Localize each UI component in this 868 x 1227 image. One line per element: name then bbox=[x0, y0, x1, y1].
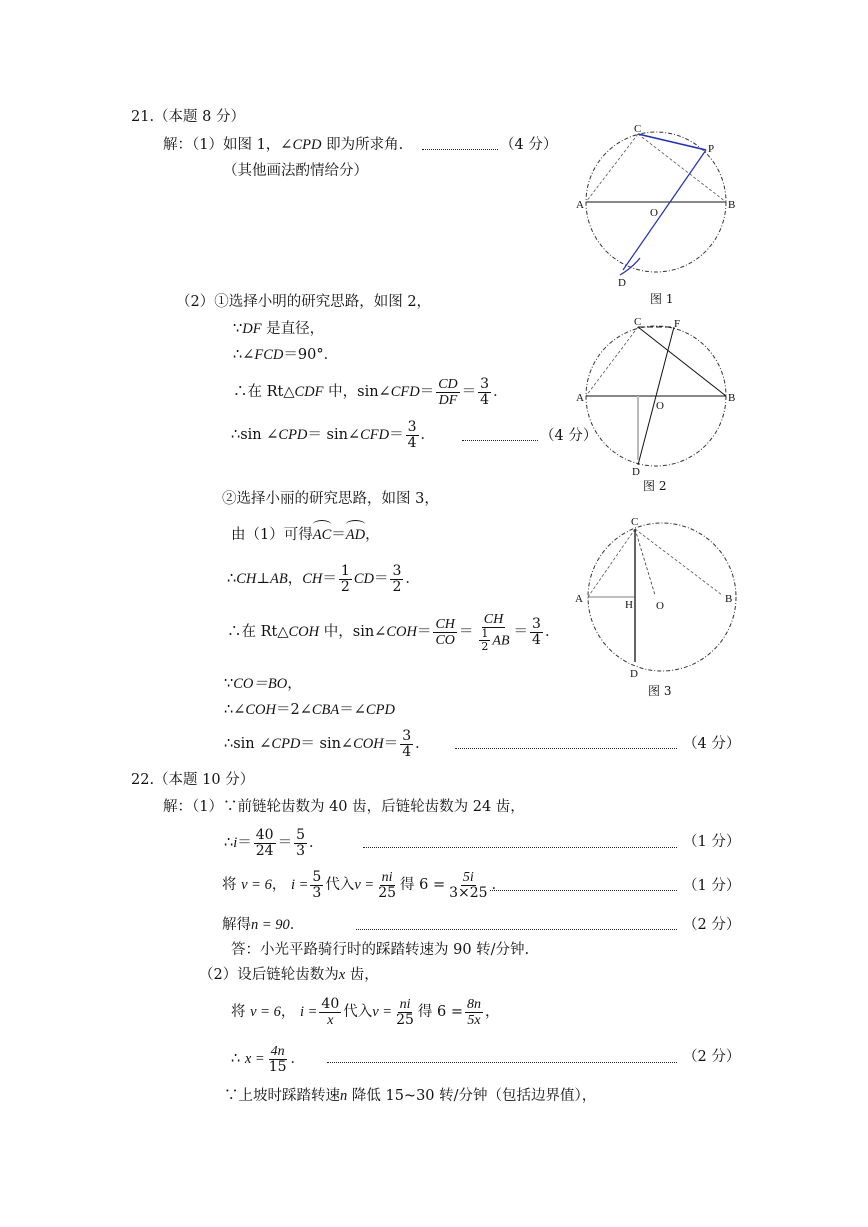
fraction-40-x bbox=[319, 997, 341, 1028]
q21-sin-final bbox=[224, 725, 430, 763]
point-c: C bbox=[634, 316, 642, 328]
q21-part1-line bbox=[163, 136, 403, 154]
triangle-cdf: CDF bbox=[294, 384, 324, 400]
text: 代入 bbox=[325, 877, 355, 893]
equals: ＝ bbox=[419, 384, 435, 400]
fraction-ch-co bbox=[433, 617, 456, 648]
equals: ＝ bbox=[237, 835, 252, 851]
therefore-symbol: ∴ bbox=[231, 1051, 241, 1067]
q21-angle-relation bbox=[224, 701, 395, 719]
i-equals: i = bbox=[299, 1004, 318, 1020]
text: 是直径， bbox=[261, 321, 325, 337]
equals: ＝ bbox=[458, 624, 474, 640]
text: ∴∠ bbox=[233, 347, 255, 363]
leader-dots bbox=[422, 149, 498, 150]
fraction-4n-15 bbox=[267, 1044, 289, 1075]
point-o: O bbox=[650, 207, 658, 219]
numerator: 3 bbox=[407, 418, 417, 435]
equals: ＝ bbox=[513, 624, 529, 640]
period: ． bbox=[493, 384, 508, 400]
q22-ratio-line bbox=[224, 824, 324, 862]
numerator: ni bbox=[381, 869, 393, 885]
period: ． bbox=[415, 736, 430, 752]
fraction-8n-5x bbox=[465, 997, 483, 1028]
text: ∴sin ∠ bbox=[224, 736, 272, 752]
point-b: B bbox=[725, 593, 733, 605]
leader-dots bbox=[455, 748, 677, 749]
text: 降低 15~30 转/分钟（包括边界值）， bbox=[347, 1088, 597, 1104]
segment-pd bbox=[623, 150, 706, 270]
denominator: 4 bbox=[532, 631, 541, 648]
text: 解得 bbox=[222, 917, 251, 933]
segment-ch: CH bbox=[236, 571, 257, 587]
point-d: D bbox=[618, 277, 626, 289]
leader-dots bbox=[356, 929, 677, 930]
q22-solve-line bbox=[222, 916, 304, 934]
text: ∴在 Rt△ bbox=[233, 384, 295, 400]
v-equals: v = bbox=[372, 1004, 393, 1020]
fraction-5i-75 bbox=[447, 870, 489, 901]
q21-arc-equal: 由（1）可得AC＝AD， bbox=[231, 527, 380, 543]
segment-cd: CD bbox=[353, 571, 374, 587]
denominator: 15 bbox=[268, 1058, 287, 1075]
denominator: 2 bbox=[340, 578, 350, 595]
v-equals-6: v = 6 bbox=[241, 877, 272, 893]
v-equals: v = bbox=[354, 877, 375, 893]
leader-dots bbox=[490, 890, 677, 891]
denominator: 2 bbox=[481, 639, 489, 653]
point-d: D bbox=[632, 466, 640, 478]
denominator: 3 bbox=[296, 842, 306, 859]
fraction-half bbox=[339, 564, 352, 595]
fraction-3-2 bbox=[390, 564, 403, 595]
n-equals-90: n = 90 bbox=[251, 917, 290, 933]
figure-2-caption: 图 2 bbox=[643, 479, 667, 493]
text: 中，sin∠ bbox=[319, 624, 387, 640]
text: 得 6 = bbox=[417, 1004, 464, 1020]
segment-cb bbox=[638, 327, 726, 396]
denominator: 24 bbox=[255, 842, 274, 859]
equals: ＝ bbox=[373, 571, 389, 587]
numerator: 5i bbox=[462, 869, 474, 885]
therefore-symbol: ∴ bbox=[227, 571, 237, 587]
figure-3-caption: 图 3 bbox=[648, 684, 672, 698]
fraction-ni-25 bbox=[376, 870, 398, 901]
arc-ac: AC bbox=[312, 527, 332, 543]
angle-coh: COH bbox=[245, 702, 276, 718]
triangle-coh: COH bbox=[288, 624, 320, 640]
q21-final-score: （4 分） bbox=[683, 736, 741, 752]
q21-sin-cfd-line bbox=[233, 373, 508, 411]
denominator: x bbox=[327, 1012, 334, 1028]
angle-cpd: CPD bbox=[278, 427, 308, 443]
text: ∵上坡时踩踏转速 bbox=[224, 1088, 340, 1104]
q22-x-expression bbox=[231, 1040, 305, 1078]
because-symbol: ∵ bbox=[233, 321, 243, 337]
denominator: 4 bbox=[407, 434, 417, 451]
fraction-3-4 bbox=[406, 420, 419, 451]
figure-1 bbox=[560, 120, 760, 300]
equals: ＝ bbox=[389, 427, 404, 443]
q22-line1: 解：（1）∵前链轮齿数为 40 齿，后链轮齿数为 24 齿， bbox=[163, 799, 525, 815]
numerator: 8n bbox=[467, 996, 482, 1012]
numerator: 1 bbox=[481, 626, 489, 640]
fraction-3-4 bbox=[530, 617, 543, 648]
angle-cpd: CPD bbox=[271, 736, 301, 752]
q21-sin-cpd-line bbox=[231, 416, 435, 454]
q21-part1-text-b: 即为所求角. bbox=[321, 137, 404, 153]
angle-fcd: FCD bbox=[254, 347, 284, 363]
equals: ＝ bbox=[277, 835, 293, 851]
denominator: 4 bbox=[402, 743, 412, 760]
segment-ch: CH bbox=[302, 571, 323, 587]
q21-angle-fcd bbox=[233, 346, 338, 364]
q21-part2-score: （4 分） bbox=[540, 428, 598, 444]
point-a: A bbox=[576, 199, 584, 211]
equals: ＝ bbox=[331, 527, 346, 543]
text: 由（1）可得 bbox=[231, 527, 313, 543]
denominator: CO bbox=[435, 632, 455, 648]
equals: ＝ bbox=[461, 384, 477, 400]
numerator: 40 bbox=[255, 826, 274, 843]
text: 齿， bbox=[345, 967, 379, 983]
angle-cpd: CPD bbox=[365, 702, 395, 718]
point-p: P bbox=[708, 143, 715, 155]
because-symbol: ∵ bbox=[224, 676, 234, 692]
var-n: n bbox=[340, 1088, 348, 1104]
text: ＝2∠ bbox=[276, 702, 312, 718]
arc-ad: AD bbox=[345, 527, 366, 543]
denominator: 25 bbox=[378, 884, 397, 901]
point-a: A bbox=[576, 392, 584, 404]
text: （2）设后链轮齿数为 bbox=[199, 967, 339, 983]
point-d: D bbox=[630, 668, 638, 680]
q22-part2-intro bbox=[199, 966, 379, 984]
q21-part1-score: （4 分） bbox=[500, 137, 558, 153]
fraction-cd-df bbox=[436, 377, 459, 408]
angle-cfd: CFD bbox=[390, 384, 420, 400]
q21-sin-coh-line bbox=[227, 610, 559, 654]
point-a: A bbox=[575, 593, 583, 605]
figure-3 bbox=[560, 505, 760, 680]
q22-score-2a: （2 分） bbox=[683, 917, 741, 933]
segment-ab: AB bbox=[270, 571, 288, 587]
text: 将 bbox=[231, 1004, 246, 1020]
q22-score-1b: （1 分） bbox=[683, 878, 741, 894]
q22-score-1a: （1 分） bbox=[683, 834, 741, 850]
text: ∴在 Rt△ bbox=[227, 624, 289, 640]
leader-dots bbox=[327, 1062, 677, 1063]
point-b: B bbox=[728, 199, 736, 211]
q21-part1-angle: CPD bbox=[292, 137, 322, 153]
leader-dots bbox=[363, 847, 677, 848]
q21-part1-text-a: 解：（1）如图 1，∠ bbox=[163, 137, 293, 153]
point-c: C bbox=[634, 123, 642, 135]
q21-part2b-intro: ②选择小丽的研究思路，如图 3， bbox=[222, 491, 439, 507]
numerator: CD bbox=[438, 376, 458, 392]
figure-1-caption: 图 1 bbox=[650, 292, 674, 306]
denominator: 3 bbox=[312, 884, 322, 901]
q22-substitute-line: 将 v = 6， i = $\frac{5}{3}$ 代入v = $\frac{ni}{25}$ 得 6 = $\frac{5i}{3\times 25}$ ． bbox=[222, 868, 507, 901]
denominator: DF bbox=[438, 392, 458, 408]
q21-part1-note: （其他画法酌情给分） bbox=[223, 163, 368, 179]
period: ． bbox=[544, 624, 560, 640]
angle-cba: CBA bbox=[311, 702, 340, 718]
fraction-3-4 bbox=[400, 729, 413, 760]
denominator: 4 bbox=[480, 391, 490, 408]
var-i: i bbox=[233, 835, 238, 851]
q21-part2-intro: （2）①选择小明的研究思路，如图 2， bbox=[176, 294, 432, 310]
segment-ca bbox=[586, 327, 638, 396]
text: ＝∠ bbox=[339, 702, 366, 718]
point-h: H bbox=[625, 599, 633, 611]
numerator: 3 bbox=[402, 727, 412, 744]
perp-symbol: ⊥ bbox=[256, 571, 271, 587]
period: ． bbox=[290, 1051, 306, 1067]
numerator: 1 bbox=[340, 562, 350, 579]
co-equals-bo: CO＝BO bbox=[233, 676, 288, 692]
segment-df: DF bbox=[242, 321, 262, 337]
text: ＝ sin∠ bbox=[300, 736, 354, 752]
x-equals: x = bbox=[244, 1051, 265, 1067]
segment-cb bbox=[635, 529, 722, 595]
equals: ＝ bbox=[416, 624, 432, 640]
denominator: 25 bbox=[396, 1011, 414, 1028]
period: ． bbox=[309, 835, 324, 851]
q22-header: 22.（本题 10 分） bbox=[131, 772, 255, 788]
period: ． bbox=[420, 427, 436, 443]
period: ． bbox=[405, 571, 420, 587]
period: ． bbox=[289, 917, 305, 933]
numerator: 3 bbox=[480, 375, 490, 392]
equals: ＝ bbox=[383, 736, 399, 752]
fraction-half bbox=[479, 628, 490, 653]
denominator: 5x bbox=[467, 1012, 481, 1028]
point-o: O bbox=[656, 400, 664, 412]
numerator: 5 bbox=[312, 868, 322, 885]
q22-score-2b: （2 分） bbox=[683, 1049, 741, 1065]
fraction-5-3 bbox=[294, 828, 307, 859]
numerator: 3 bbox=[532, 615, 541, 632]
text: 将 bbox=[222, 877, 237, 893]
point-o: O bbox=[656, 600, 664, 612]
denominator: 3×25 bbox=[449, 884, 488, 901]
segment-ca bbox=[586, 134, 638, 202]
angle-coh: COH bbox=[386, 624, 417, 640]
fraction-5-3 bbox=[310, 870, 323, 901]
text: ＝90°． bbox=[283, 347, 339, 363]
numerator: CH bbox=[435, 616, 455, 632]
angle-coh: COH bbox=[353, 736, 384, 752]
denominator bbox=[475, 628, 511, 653]
numerator: CH bbox=[483, 611, 504, 627]
numerator: 40 bbox=[321, 995, 340, 1012]
text: 得 6 = bbox=[400, 877, 446, 893]
segment-ab: AB bbox=[492, 633, 510, 648]
angle-cfd: CFD bbox=[360, 427, 390, 443]
figure-2 bbox=[560, 310, 760, 480]
fraction-40-24 bbox=[254, 828, 276, 859]
q21-df-diameter bbox=[233, 320, 324, 338]
therefore-symbol: ∴ bbox=[224, 835, 234, 851]
q22-answer: 答：小光平路骑行时的踩踏转速为 90 转/分钟. bbox=[231, 942, 530, 958]
denominator: 2 bbox=[392, 578, 402, 595]
text: ＝ sin∠ bbox=[307, 427, 361, 443]
fraction-ch-half-ab bbox=[475, 612, 511, 653]
text: 中，sin∠ bbox=[323, 384, 391, 400]
q21-ch-perp-line: ∴CH⊥AB，CH＝ $\frac{1}{2}$ CD＝ $\frac{3}{2}$ ． bbox=[227, 562, 420, 595]
equals: ＝ bbox=[322, 571, 337, 587]
segment-ca bbox=[588, 529, 635, 597]
q21-co-bo: ∵CO＝BO， bbox=[224, 676, 302, 692]
var-x: x bbox=[338, 967, 346, 983]
fraction-ni-25 bbox=[394, 997, 416, 1028]
numerator: 3 bbox=[392, 562, 402, 579]
segment-co bbox=[635, 529, 655, 595]
q22-last-line bbox=[224, 1087, 596, 1105]
text: ∴sin ∠ bbox=[231, 427, 279, 443]
point-b: B bbox=[728, 392, 736, 404]
numerator: ni bbox=[399, 996, 411, 1012]
text: 代入 bbox=[343, 1004, 373, 1020]
period: ． bbox=[491, 877, 507, 893]
v-equals-6: v = 6 bbox=[250, 1004, 281, 1020]
point-c: C bbox=[631, 516, 639, 528]
point-f: F bbox=[674, 318, 681, 330]
fraction-3-4 bbox=[478, 377, 491, 408]
leader-dots bbox=[462, 440, 538, 441]
i-equals: i = bbox=[290, 877, 309, 893]
q22-part2-substitute: 将 v = 6， i = $\frac{40}{x}$ 代入v = $\frac{ni}{25}$ 得 6 = $\frac{8n}{5x}$ ， bbox=[231, 995, 500, 1028]
numerator: 5 bbox=[296, 826, 306, 843]
text: ∴∠ bbox=[224, 702, 246, 718]
numerator: 4n bbox=[270, 1043, 285, 1059]
q21-header: 21.（本题 8 分） bbox=[131, 109, 246, 125]
